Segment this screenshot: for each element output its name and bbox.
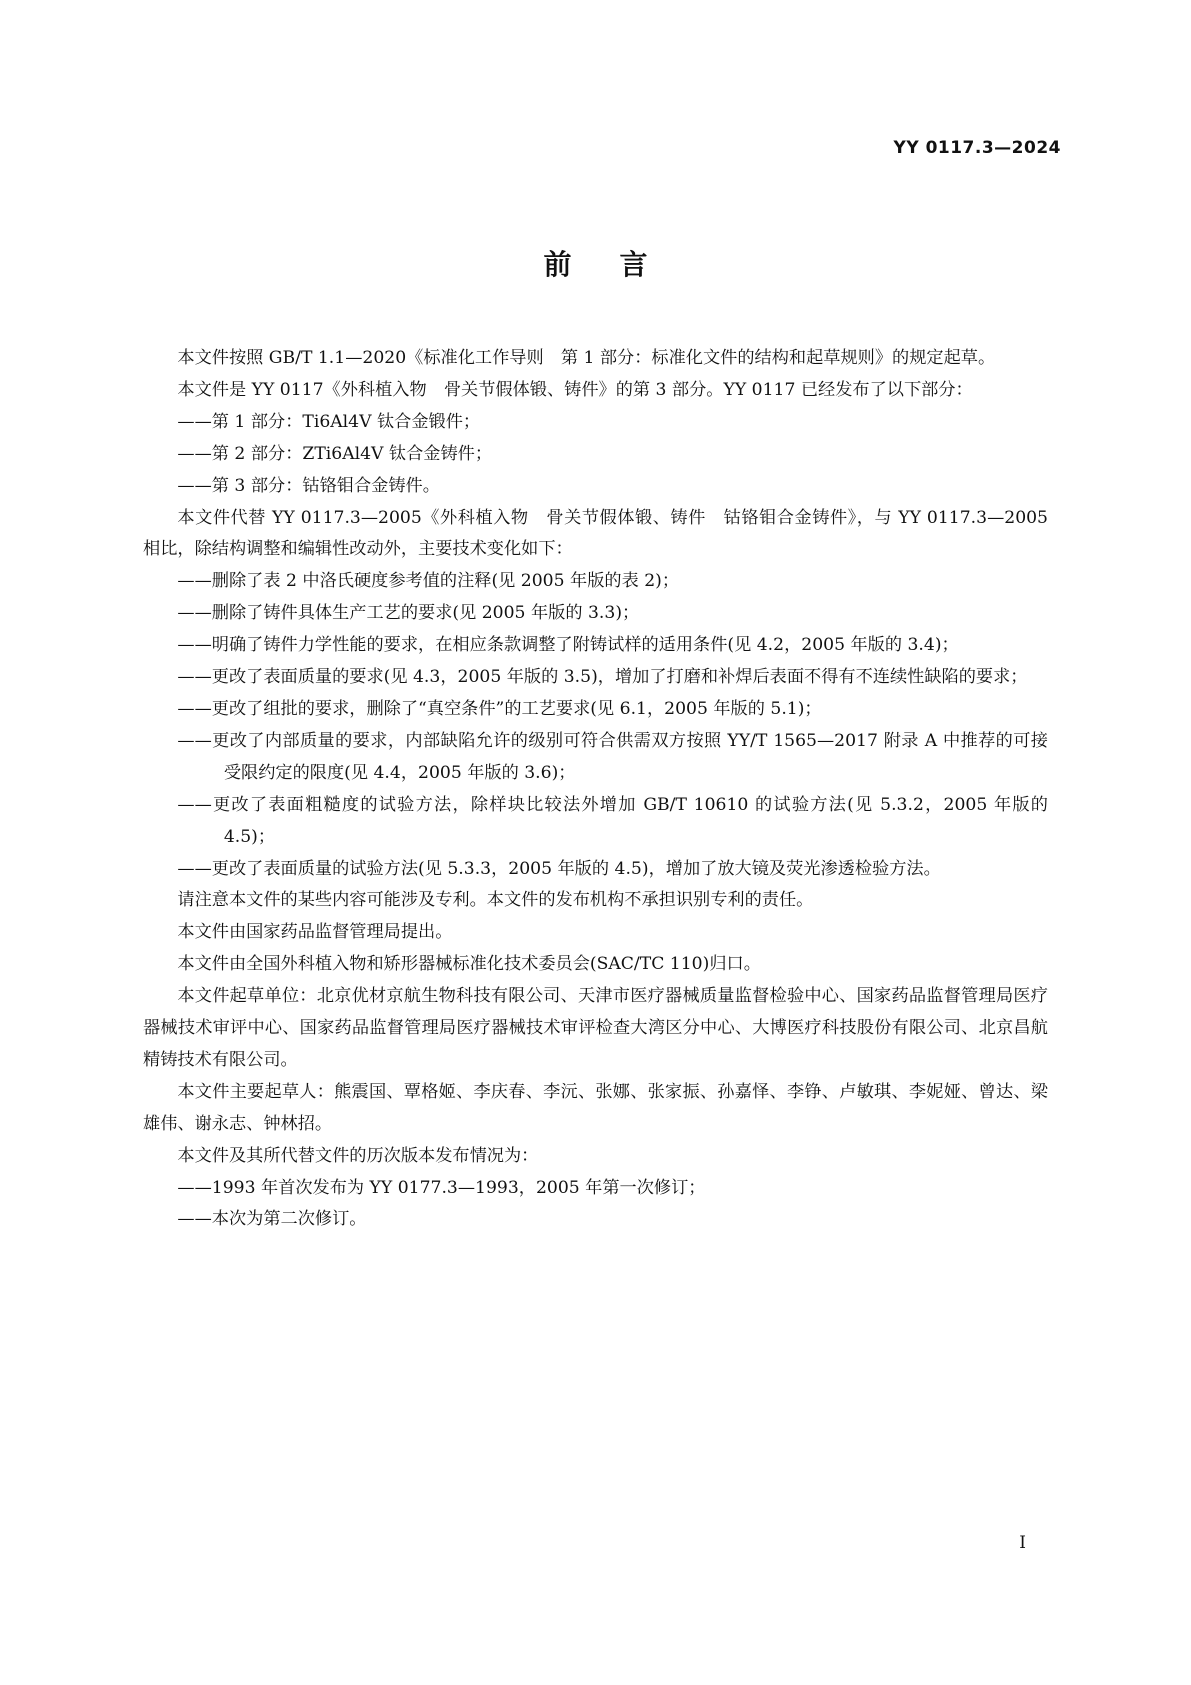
list-item-change: ——明确了铸件力学性能的要求，在相应条款调整了附铸试样的适用条件(见 4.2，2005 年版的 3.4)； [177, 635, 959, 656]
paragraph-drafters: 本文件主要起草人：熊震国、覃格姬、李庆春、李沅、张娜、张家振、孙嘉怿、李铮、卢敏琪、李妮娅、曾达、梁雄伟、谢永志、钟林招。 [143, 1081, 1048, 1134]
paragraph-replacement: 本文件代替 YY 0117.3—2005《外科植入物 骨关节假体锻、铸件 钴铬钼合金铸件》，与 YY 0117.3—2005 相比，除结构调整和编辑性改动外，主要技术变化如下： [143, 507, 1048, 560]
list-item-change: ——删除了铸件具体生产工艺的要求(见 2005 年版的 3.3)； [177, 603, 640, 624]
paragraph-history-intro: 本文件及其所代替文件的历次版本发布情况为： [177, 1145, 539, 1166]
paragraph-patent-notice: 请注意本文件的某些内容可能涉及专利。本文件的发布机构不承担识别专利的责任。 [177, 890, 814, 911]
list-item-change: ——更改了表面粗糙度的试验方法，除样块比较法外增加 GB/T 10610 的试验方法(见 5.3.2，2005 年版的 4.5)； [177, 794, 1048, 847]
list-item-change: ——更改了内部质量的要求，内部缺陷允许的级别可符合供需双方按照 YY/T 1565—2017 附录 A 中推荐的可接受限约定的限度(见 4.4，2005 年版的 3.6)； [177, 730, 1048, 783]
list-item-change: ——更改了表面质量的要求(见 4.3，2005 年版的 3.5)，增加了打磨和补焊后表面不得有不连续性缺陷的要求； [177, 667, 1028, 688]
list-item-change: ——更改了组批的要求，删除了“真空条件”的工艺要求(见 6.1，2005 年版的 5.1)； [177, 698, 822, 719]
paragraph-drafting-units: 本文件起草单位：北京优材京航生物科技有限公司、天津市医疗器械质量监督检验中心、国家药品监督管理局医疗器械技术审评中心、国家药品监督管理局医疗器械技术审评检查大湾区分中心、大博医疗科技股份有限公司、北京昌航精铸技术有限公司。 [143, 986, 1048, 1070]
paragraph-proposer: 本文件由国家药品监督管理局提出。 [177, 922, 453, 943]
paragraph-series-info: 本文件是 YY 0117《外科植入物 骨关节假体锻、铸件》的第 3 部分。YY 0117 已经发布了以下部分： [177, 379, 973, 400]
page-number: I [1019, 1533, 1026, 1553]
paragraph-drafting-rules: 本文件按照 GB/T 1.1—2020《标准化工作导则 第 1 部分：标准化文件的结构和起草规则》的规定起草。 [177, 348, 996, 368]
list-item-history: ——本次为第二次修订。 [177, 1209, 367, 1230]
list-item-part-1: ——第 1 部分：Ti6Al4V 钛合金锻件； [177, 411, 481, 432]
list-item-change: ——更改了表面质量的试验方法(见 5.3.3，2005 年版的 4.5)，增加了放大镜及荧光渗透检验方法。 [177, 858, 941, 879]
page-title: 前言 [543, 248, 696, 281]
paragraph-committee: 本文件由全国外科植入物和矫形器械标准化技术委员会(SAC/TC 110)归口。 [177, 954, 761, 975]
list-item-change: ——删除了表 2 中洛氏硬度参考值的注释(见 2005 年版的表 2)； [177, 571, 680, 592]
document-code: YY 0117.3—2024 [893, 138, 1061, 158]
list-item-part-3: ——第 3 部分：钴铬钼合金铸件。 [177, 475, 440, 496]
list-item-part-2: ——第 2 部分：ZTi6Al4V 钛合金铸件； [177, 443, 493, 464]
list-item-history: ——1993 年首次发布为 YY 0177.3—1993，2005 年第一次修订； [177, 1177, 706, 1198]
foreword-body [143, 343, 1048, 1236]
